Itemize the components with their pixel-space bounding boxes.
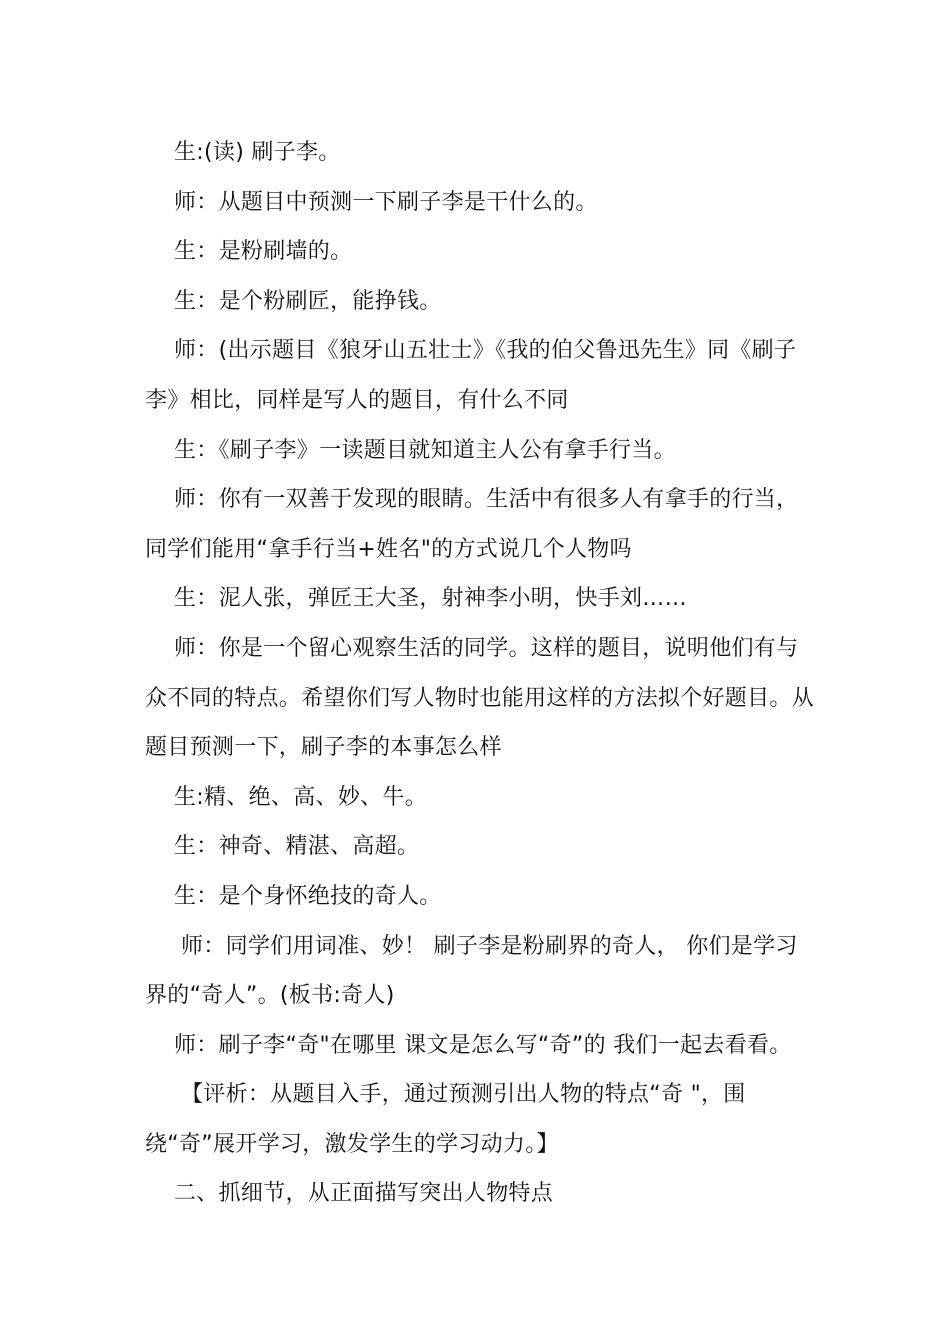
- paragraph: 生：是粉刷墙的。: [174, 239, 353, 265]
- paragraph: 师：同学们用词准、妙！ 刷子李是粉刷界的奇人， 你们是学习界的“奇人”。(板书:奇人): [145, 933, 798, 1009]
- paragraph: 师：刷子李“奇"在哪里 课文是怎么写“奇”的 我们一起去看看。: [174, 1032, 792, 1058]
- paragraph: 生：是个粉刷匠，能挣钱。: [174, 288, 442, 314]
- document-body: [145, 128, 815, 1219]
- paragraph: 生：泥人张，弹匠王大圣，射神李小明，快手刘……: [174, 586, 687, 612]
- paragraph: 生:(读) 刷子李。: [174, 140, 341, 165]
- paragraph: 生:精、绝、高、妙、牛。: [174, 784, 428, 810]
- paragraph: 师：(出示题目《狼牙山五壮士》《我的伯父鲁迅先生》同《刷子李》相比，同样是写人的题目，有什么不同: [145, 338, 797, 413]
- commentary-paragraph: 【评析：从题目入手，通过预测引出人物的特点“奇 "，围绕“奇”展开学习，激发学生的学习动力。】: [145, 1082, 746, 1157]
- paragraph: 师：从题目中预测一下刷子李是干什么的。: [174, 189, 598, 215]
- paragraph: 师：你是一个留心观察生活的同学。这样的题目，说明他们有与众不同的特点。希望你们写人物时也能用这样的方法拟个好题目。从题目预测一下，刷子李的本事怎么样: [145, 635, 815, 761]
- paragraph: 生：神奇、精湛、高超。: [174, 834, 420, 860]
- paragraph: 生：是个身怀绝技的奇人。: [174, 883, 442, 909]
- paragraph: 师：你有一双善于发现的眼睛。生活中有很多人有拿手的行当，同学们能用“拿手行当+姓名"的方式说几个人物吗: [145, 487, 799, 562]
- section-heading: 二、抓细节，从正面描写突出人物特点: [174, 1181, 554, 1207]
- paragraph: 生：《刷子李》一读题目就知道主人公有拿手行当。: [174, 437, 676, 463]
